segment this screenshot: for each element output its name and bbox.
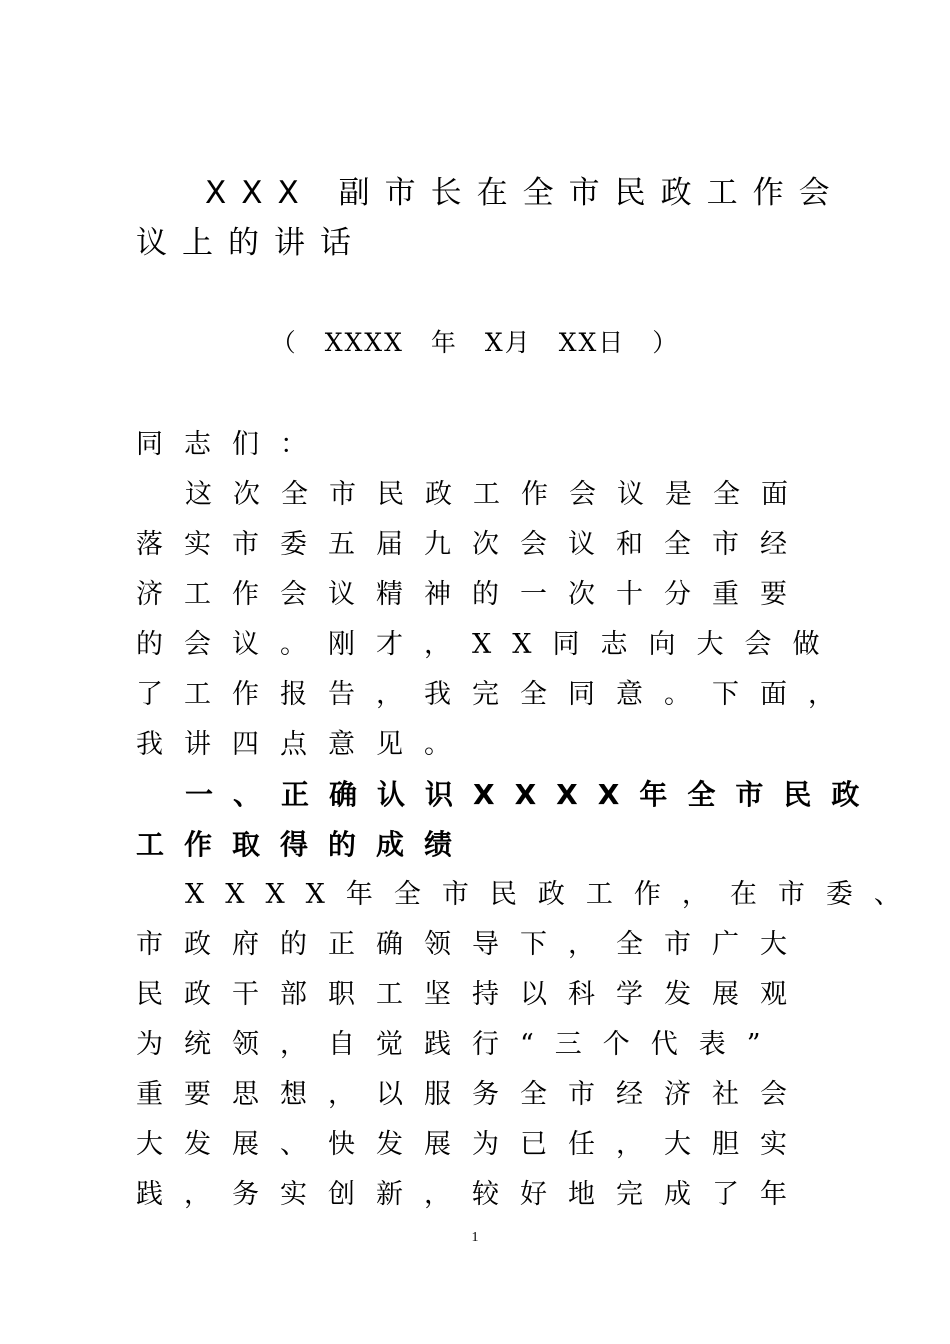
paragraph-line: 重要思想，以服务全市经济社会 (136, 1079, 808, 1110)
paragraph-line: 市政府的正确领导下，全市广大 (136, 929, 808, 960)
title-line-2: 议上的讲话 (136, 225, 366, 261)
paragraph-line: 了工作报告，我完全同意。下面， (136, 679, 856, 710)
paragraph-line: 为统领，自觉践行“三个代表” (136, 1029, 782, 1060)
title-line-1: XXX 副市长在全市民政工作会 (205, 175, 845, 211)
heading-line: 工作取得的成绩 (136, 828, 473, 861)
paragraph-line: 践，务实创新，较好地完成了年 (136, 1179, 808, 1210)
paragraph-line: 大发展、快发展为已任，大胆实 (136, 1129, 808, 1160)
page-number: 1 (471, 1230, 479, 1245)
paragraph-line: 我讲四点意见。 (136, 729, 472, 760)
paragraph-line: 民政干部职工坚持以科学发展观 (136, 979, 808, 1010)
paragraph-line: 的会议。刚才，XX同志向大会做 (136, 629, 841, 660)
speech-date: （ XXXX 年 X月 XX日 ） (270, 328, 680, 357)
heading-line: 一、正确认识XXXX年全市民政 (185, 778, 880, 811)
paragraph-line: 落实市委五届九次会议和全市经 (136, 529, 808, 560)
salutation: 同志们： (136, 429, 328, 460)
paragraph-line: 这次全市民政工作会议是全面 (185, 479, 809, 510)
paragraph-line: XXXX年全市民政工作，在市委、 (185, 879, 922, 910)
paragraph-line: 济工作会议精神的一次十分重要 (136, 579, 808, 610)
